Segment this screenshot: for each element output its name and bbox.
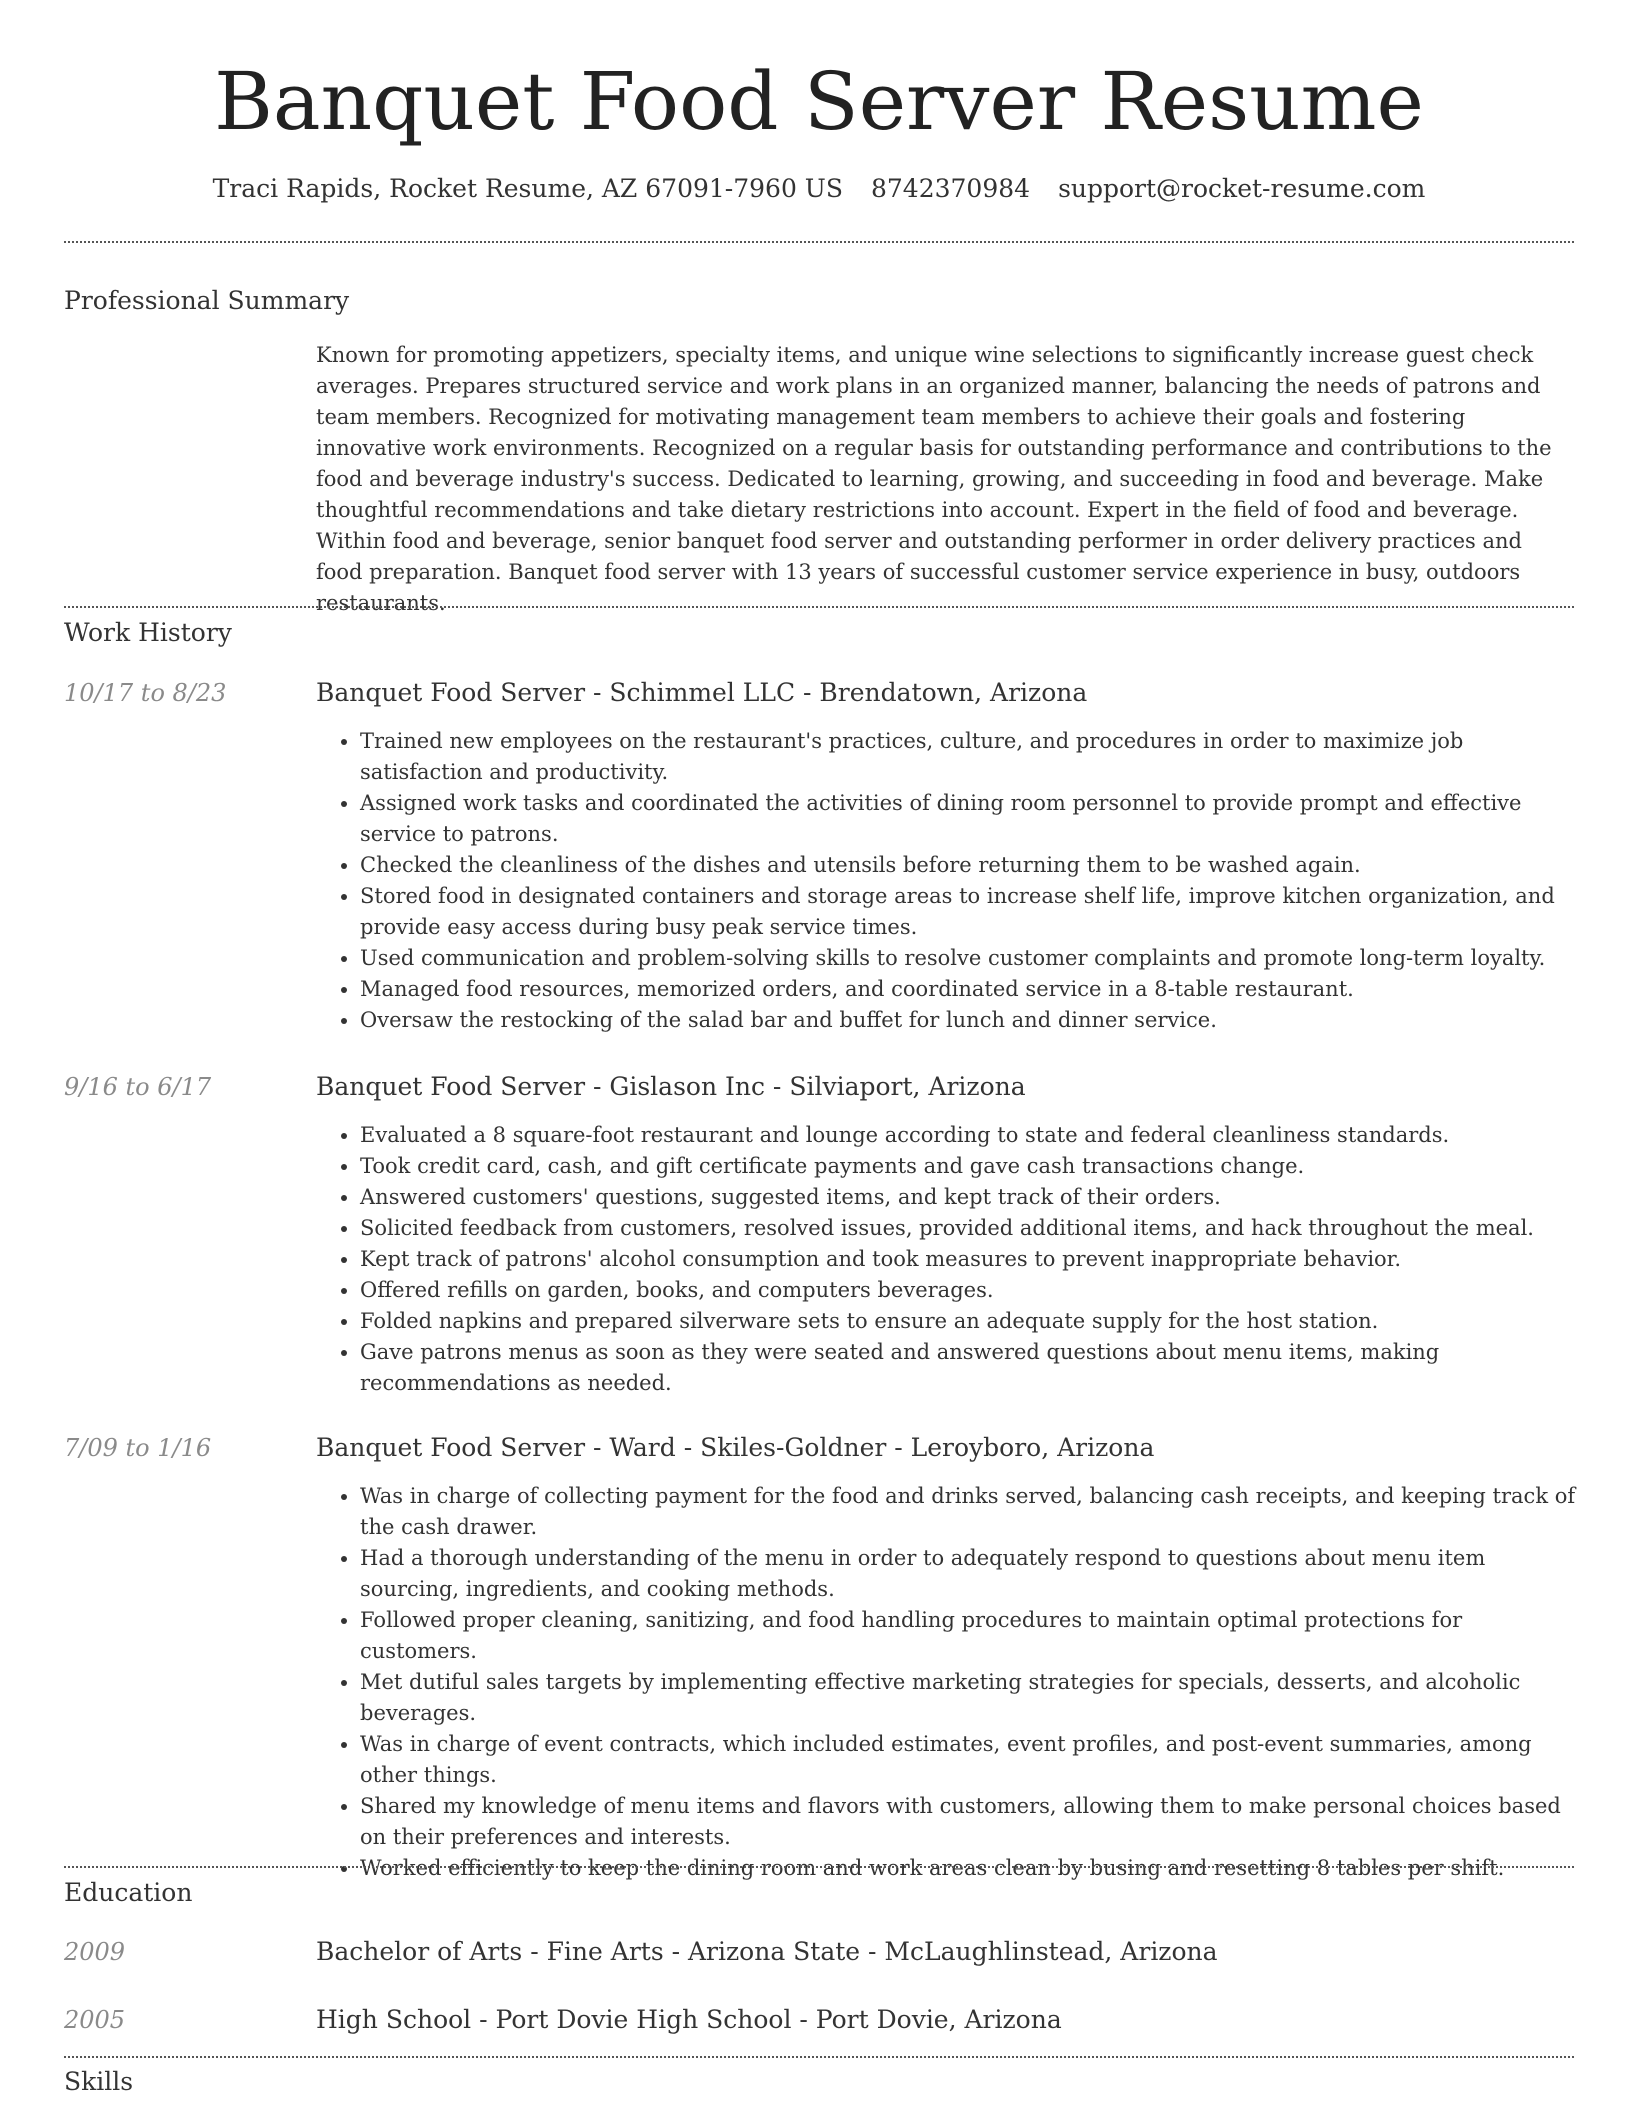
list-item: • Met dutiful sales targets by implementing effective marketing strategies for specials, desserts, and alcoholic beverages. — [360, 1667, 1578, 1729]
education-heading: Education — [64, 1878, 193, 1907]
list-item: • Offered refills on garden, books, and computers beverages. — [360, 1275, 1578, 1306]
divider — [64, 2056, 1574, 2058]
divider — [64, 1866, 1574, 1868]
job-dates: 9/16 to 6/17 — [64, 1073, 212, 1101]
job-title: Banquet Food Server - Gislason Inc - Silviaport, Arizona — [316, 1072, 1026, 1101]
job-bullets — [316, 726, 1578, 1036]
list-item: • Oversaw the restocking of the salad bar and buffet for lunch and dinner service. — [360, 1005, 1578, 1036]
job-title: Banquet Food Server - Ward - Skiles-Goldner - Leroyboro, Arizona — [316, 1433, 1155, 1462]
list-item: • Had a thorough understanding of the menu in order to adequately respond to questions about menu item sourcing, ingredients, and cooking methods. — [360, 1543, 1578, 1605]
list-item: • Evaluated a 8 square-foot restaurant and lounge according to state and federal cleanliness standards. — [360, 1120, 1578, 1151]
list-item: • Checked the cleanliness of the dishes and utensils before returning them to be washed again. — [360, 850, 1578, 881]
skills-heading: Skills — [64, 2067, 134, 2096]
list-item: • Gave patrons menus as soon as they were seated and answered questions about menu items, making recommendations as needed. — [360, 1337, 1578, 1399]
contact-line — [64, 172, 1574, 206]
list-item: • Solicited feedback from customers, resolved issues, provided additional items, and hack throughout the meal. — [360, 1213, 1578, 1244]
list-item: • Managed food resources, memorized orders, and coordinated service in a 8-table restaurant. — [360, 974, 1578, 1005]
list-item: • Followed proper cleaning, sanitizing, and food handling procedures to maintain optimal protections for customers. — [360, 1605, 1578, 1667]
education-year: 2009 — [64, 1938, 126, 1966]
divider — [64, 606, 1574, 608]
education-title: High School - Port Dovie High School - Port Dovie, Arizona — [316, 2005, 1062, 2034]
list-item: • Answered customers' questions, suggested items, and kept track of their orders. — [360, 1182, 1578, 1213]
contact-email: support@rocket-resume.com — [1058, 174, 1426, 203]
education-title: Bachelor of Arts - Fine Arts - Arizona State - McLaughlinstead, Arizona — [316, 1937, 1218, 1966]
list-item: • Folded napkins and prepared silverware sets to ensure an adequate supply for the host station. — [360, 1306, 1578, 1337]
work-history-heading: Work History — [64, 618, 232, 647]
list-item: • Used communication and problem-solving skills to resolve customer complaints and promote long-term loyalty. — [360, 943, 1578, 974]
list-item: • Stored food in designated containers and storage areas to increase shelf life, improve kitchen organization, and provide easy access during busy peak service times. — [360, 881, 1578, 943]
list-item: • Trained new employees on the restaurant's practices, culture, and procedures in order to maximize job satisfaction and productivity. — [360, 726, 1578, 788]
page-title: Banquet Food Server Resume — [214, 55, 1424, 148]
list-item: • Assigned work tasks and coordinated the activities of dining room personnel to provide prompt and effective service to patrons. — [360, 788, 1578, 850]
list-item: • Worked efficiently to keep the dining room and work areas clean by busing and resetting 8 tables per shift. — [360, 1853, 1578, 1884]
summary-text: Known for promoting appetizers, specialty items, and unique wine selections to significantly increase guest check averages. Prepares structured service and work plans in an organized manner, balancing the needs of patrons and team members. Recognized for motivating management team members to achieve their goals and fostering innovative work environments. Recognized on a regular basis for outstanding performance and contributions to the food and beverage industry's success. Dedicated to learning, growing, and succeeding in food and beverage. Make thoughtful recommendations and take dietary restrictions into account. Expert in the field of food and beverage. Within food and beverage, senior banquet food server and outstanding performer in order delivery practices and food preparation. Banquet food server with 13 years of successful customer service experience in busy, outdoors restaurants. — [316, 343, 1552, 615]
divider — [64, 241, 1574, 243]
contact-address: Traci Rapids, Rocket Resume, AZ 67091-7960 US — [212, 174, 843, 203]
list-item: • Was in charge of event contracts, which included estimates, event profiles, and post-event summaries, among other things. — [360, 1729, 1578, 1791]
job-bullets — [316, 1481, 1578, 1884]
job-dates: 10/17 to 8/23 — [64, 679, 227, 707]
list-item: • Took credit card, cash, and gift certificate payments and gave cash transactions change. — [360, 1151, 1578, 1182]
job-dates: 7/09 to 1/16 — [64, 1434, 212, 1462]
list-item: • Shared my knowledge of menu items and flavors with customers, allowing them to make personal choices based on their preferences and interests. — [360, 1791, 1578, 1853]
list-item: • Was in charge of collecting payment for the food and drinks served, balancing cash receipts, and keeping track of the cash drawer. — [360, 1481, 1578, 1543]
job-title: Banquet Food Server - Schimmel LLC - Brendatown, Arizona — [316, 678, 1088, 707]
list-item: • Kept track of patrons' alcohol consumption and took measures to prevent inappropriate behavior. — [360, 1244, 1578, 1275]
education-year: 2005 — [64, 2006, 126, 2034]
job-bullets — [316, 1120, 1578, 1399]
summary-heading: Professional Summary — [64, 286, 350, 315]
contact-phone: 8742370984 — [871, 174, 1031, 203]
